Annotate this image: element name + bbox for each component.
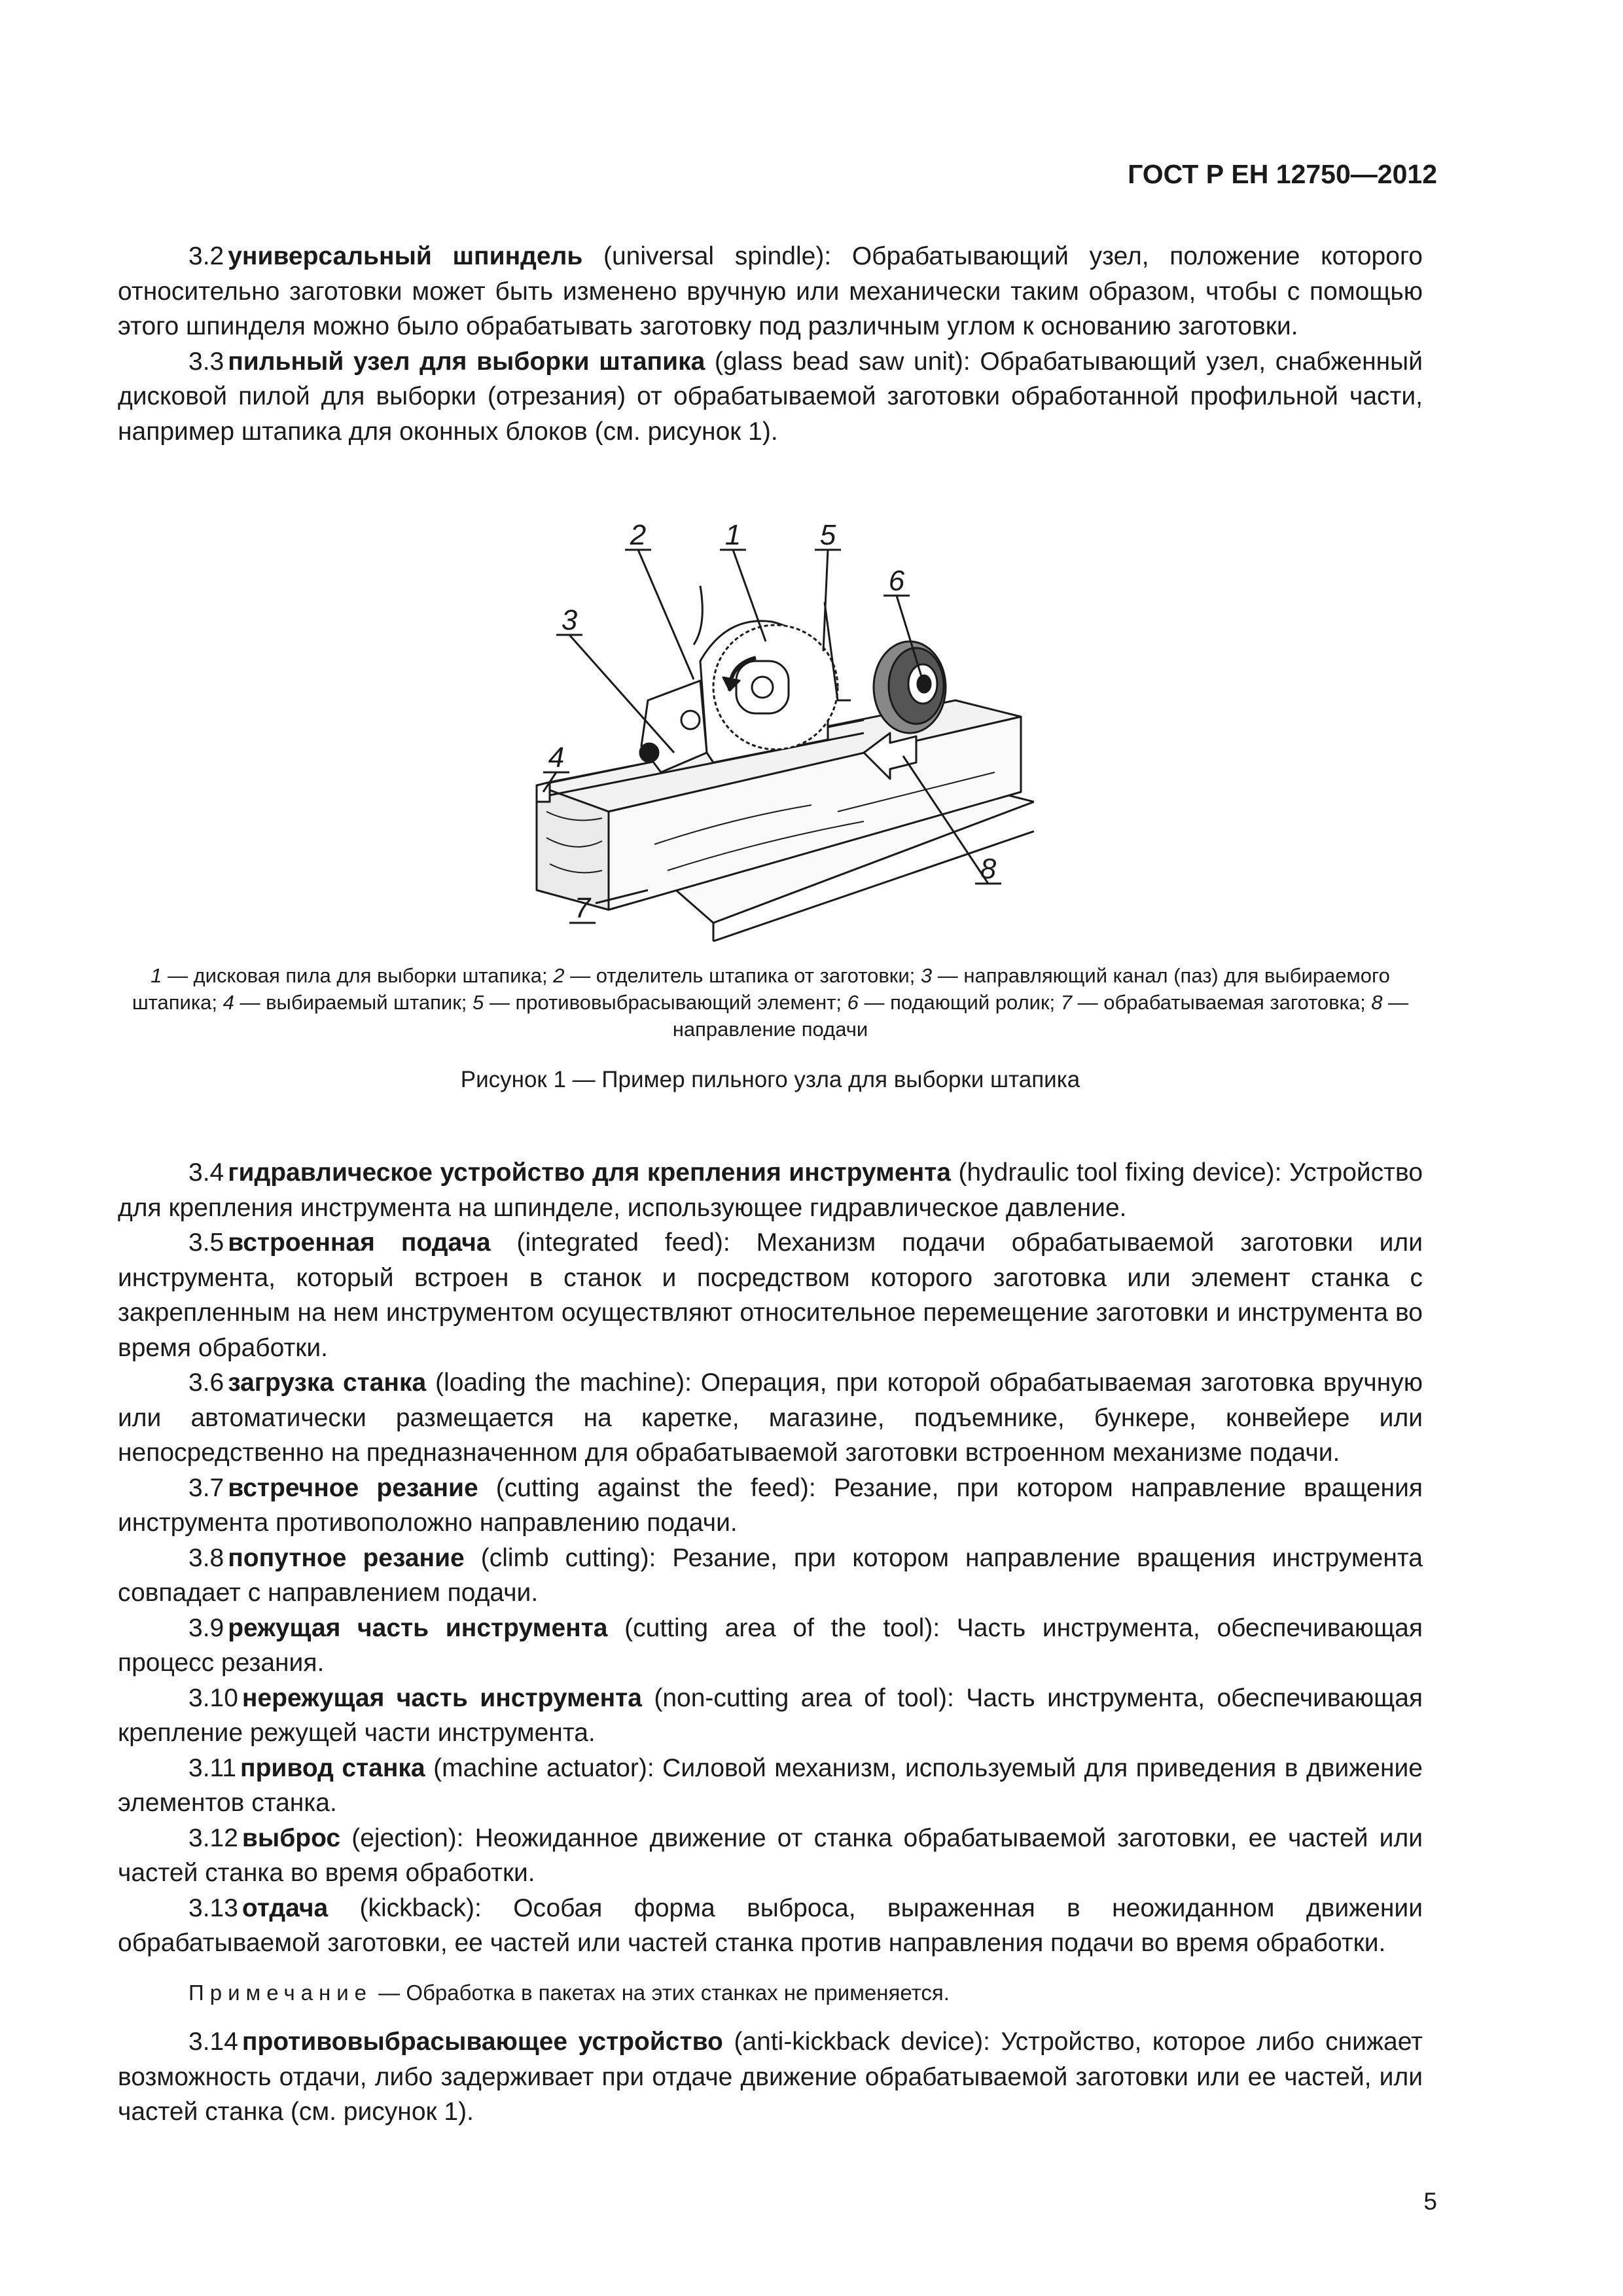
figure-saw-unit	[497, 504, 1034, 956]
term: отдача	[241, 1893, 329, 1922]
label-2: 2	[630, 519, 647, 551]
term: выброс	[241, 1823, 341, 1852]
definition-3-9: 3.9 режущая часть инструмента (cutting area of the tool): Часть инструмента, обеспечивающая процесс резания.	[118, 1613, 1423, 1677]
note-label: Примечание	[188, 1980, 373, 2005]
definition-3-3: 3.3 пильный узел для выборки штапика (glass bead saw unit): Обрабатывающий узел, снабженный дисковой пилой для выборки (отрезания) от обрабатываемой заготовки обработанной профильной части, например штапика для оконных блоков (см. рисунок 1).	[118, 347, 1423, 446]
definitions-bottom	[118, 1155, 1423, 2130]
term: противовыбрасывающее устройство	[241, 2028, 723, 2056]
term: встроенная подача	[228, 1229, 491, 1257]
figure-legend: 1 — дисковая пила для выборки штапика; 2 — отделитель штапика от заготовки; 3 — направляющий канал (паз) для выбираемого штапика; 4 — выбираемый штапик; 5 — противовыбрасывающий элемент; 6 — подающий ролик; 7 — обрабатываемая заготовка; 8 — направление подачи	[132, 964, 1409, 1041]
figure-title: Рисунок 1 — Пример пильного узла для выборки штапика	[460, 1067, 1080, 1092]
term: привод станка	[240, 1753, 425, 1782]
label-5: 5	[819, 519, 836, 551]
definition-3-8: 3.8 попутное резание (climb cutting): Резание, при котором направление вращения инструмента совпадает с направлением подачи.	[118, 1543, 1423, 1607]
definition-3-4: 3.4 гидравлическое устройство для крепления инструмента (hydraulic tool fixing device): Устройство для крепления инструмента на шпинделе, использующее гидравлическое давление.	[118, 1158, 1423, 1222]
page-number: 5	[1423, 2188, 1437, 2215]
term: гидравлическое устройство для крепления инструмента	[228, 1158, 951, 1187]
term: встречное резание	[228, 1473, 478, 1502]
term: режущая часть инструмента	[228, 1613, 608, 1642]
note: Примечание — Обработка в пакетах на этих станках не применяется.	[188, 1980, 950, 2005]
document-header: ГОСТ Р ЕН 12750—2012	[1128, 159, 1437, 189]
definition-3-13: 3.13 отдача (kickback): Особая форма выброса, выраженная в неожиданном движении обрабатываемой заготовки, ее частей или частей станка против направления подачи во время обработки.	[118, 1893, 1423, 1957]
term: попутное резание	[228, 1543, 465, 1572]
definitions-top	[118, 239, 1423, 449]
definition-3-12: 3.12 выброс (ejection): Неожиданное движение от станка обрабатываемой заготовки, ее частей или частей станка во время обработки.	[118, 1823, 1423, 1887]
definition-3-6: 3.6 загрузка станка (loading the machine): Операция, при которой обрабатываемая заготовка вручную или автоматически размещается на каретке, магазине, подъемнике, бункере, конвейере или непосредственно на предназначенном для обрабатываемой заготовки встроенном механизме подачи.	[118, 1369, 1423, 1467]
term: пильный узел для выборки штапика	[228, 347, 705, 376]
definition-3-10: 3.10 нережущая часть инструмента (non-cutting area of tool): Часть инструмента, обеспечивающая крепление режущей части инструмента.	[118, 1683, 1423, 1747]
definition-3-11: 3.11 привод станка (machine actuator): Силовой механизм, используемый для приведения в движение элементов станка.	[118, 1753, 1423, 1817]
label-8: 8	[980, 853, 997, 885]
definition-3-2: 3.2 универсальный шпиндель (universal spindle): Обрабатывающий узел, положение которого относительно заготовки может быть изменено вручную или механически таким образом, чтобы с помощью этого шпинделя можно было обрабатывать заготовку под различным углом к основанию заготовки.	[118, 242, 1423, 340]
label-1: 1	[724, 519, 741, 551]
term: универсальный шпиндель	[228, 242, 583, 270]
definition-3-7: 3.7 встречное резание (cutting against the feed): Резание, при котором направление вращения инструмента противоположно направлению подачи.	[118, 1473, 1423, 1537]
label-6: 6	[888, 565, 905, 597]
definition-3-14: 3.14 противовыбрасывающее устройство (anti-kickback device): Устройство, которое либо снижает возможность отдачи, либо задерживает при отдаче движение обрабатываемой заготовки или ее частей, или частей станка (см. рисунок 1).	[118, 2028, 1423, 2126]
label-7: 7	[574, 892, 591, 924]
definition-3-5: 3.5 встроенная подача (integrated feed): Механизм подачи обрабатываемой заготовки или инструмента, который встроен в станок и посредством которого заготовка или элемент станка с закрепленным на нем инструментом осуществляют относительное перемещение заготовки и инструмента во время обработки.	[118, 1229, 1423, 1362]
label-4: 4	[548, 742, 565, 774]
term: загрузка станка	[228, 1369, 427, 1397]
saw-unit-drawing	[497, 504, 1034, 956]
term: нережущая часть инструмента	[241, 1683, 642, 1712]
label-3: 3	[561, 604, 578, 636]
